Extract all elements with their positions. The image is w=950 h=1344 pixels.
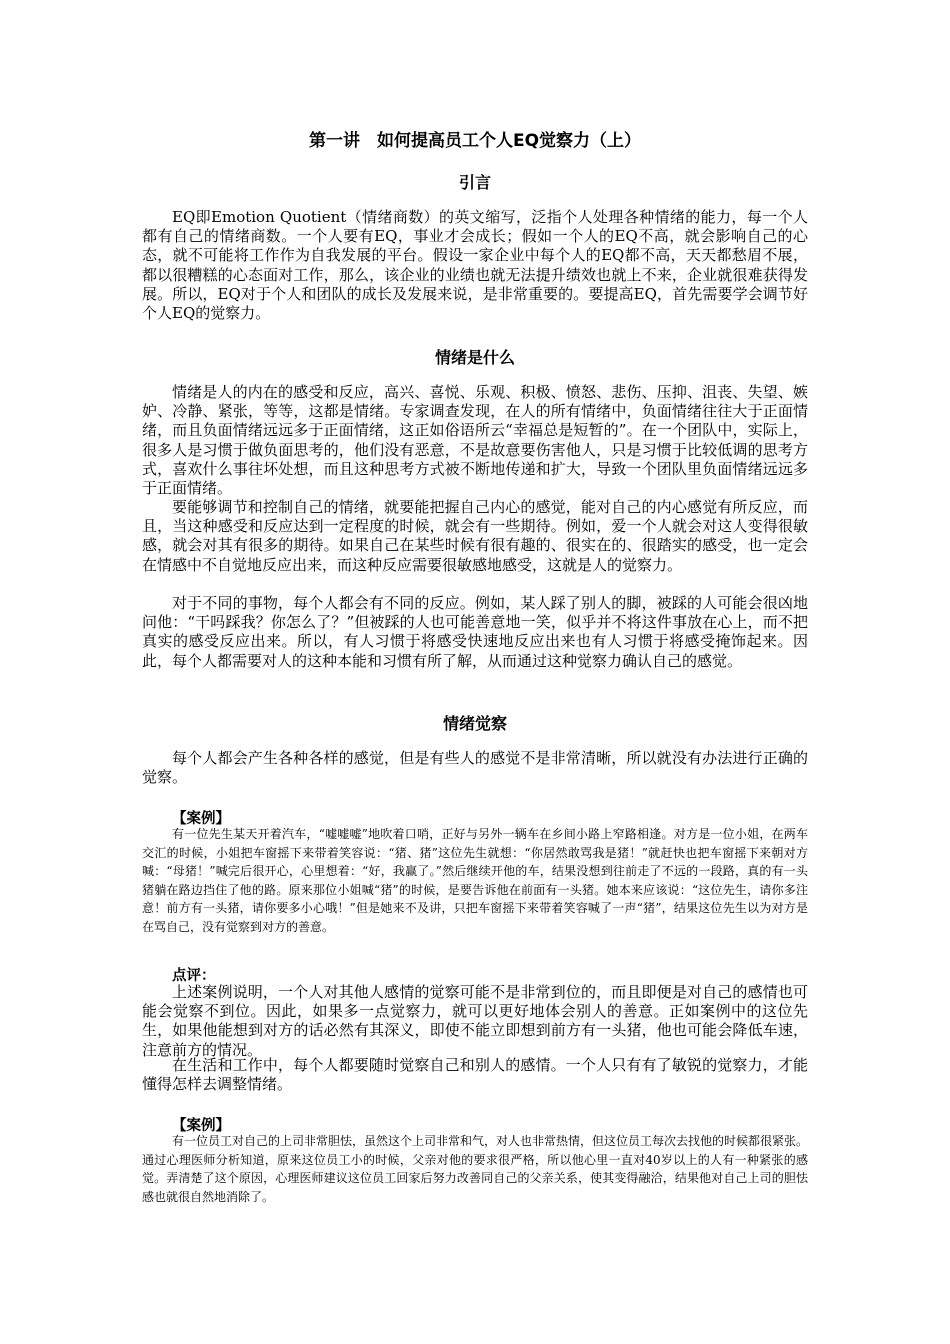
intro-paragraph: EQ即Emotion Quotient（情绪商数）的英文缩写，泛指个人处理各种情绪的能力，每一个人都有自己的情绪商数。一个人要有EQ，事业才会成长；假如一个人的EQ不高，就会影响自己的心态，就不可能将工作作为自我发展的平台。假设一家企业中每个人的EQ都不高，天天都愁眉不展，都以很糟糕的心态面对工作，那么，该企业的业绩也就无法提升绩效也就上不来，企业就很难获得发展。所以，EQ对于个人和团队的成长及发展来说，是非常重要的。要提高EQ，首先需要学会调节好个人EQ的觉察力。 [142,208,808,323]
comment-paragraph-1: 上述案例说明，一个人对其他人感情的觉察可能不是非常到位的，而且即便是对自己的感情也可能会觉察不到位。因此，如果多一点觉察力，就可以更好地体会别人的善意。正如案例中的这位先生，如果他能想到对方的话必然有其深义，即使不能立即想到前方有一头猪，他也可能会降低车速，注意前方的情况。 [142,983,808,1059]
case-label-2: 【案例】 [172,1118,230,1134]
case-label-1: 【案例】 [172,811,230,827]
page-title: 第一讲 如何提高员工个人EQ觉察力（上） [308,131,642,151]
what-paragraph-1: 情绪是人的内在的感受和反应，高兴、喜悦、乐观、积极、愤怒、悲伤、压抑、沮丧、失望、嫉妒、冷静、紧张，等等，这都是情绪。专家调查发现，在人的所有情绪中，负面情绪往往大于正面情绪，而且负面情绪远远多于正面情绪，这正如俗语所云“幸福总是短暂的”。在一个团队中，实际上，很多人是习惯于做负面思考的，他们没有恶意，不是故意要伤害他人，只是习惯于比较低调的思考方式，喜欢什么事往坏处想，而且这种思考方式被不断地传递和扩大，导致一个团队里负面情绪远远多于正面情绪。 [142,383,808,498]
what-paragraph-3: 对于不同的事物，每个人都会有不同的反应。例如，某人踩了别人的脚，被踩的人可能会很凶地问他：“干吗踩我？你怎么了？”但被踩的人也可能善意地一笑，似乎并不将这件事放在心上，而不把真实的感受反应出来。所以，有人习惯于将感受快速地反应出来也有人习惯于将感受掩饰起来。因此，每个人都需要对人的这种本能和习惯有所了解，从而通过这种觉察力确认自己的感觉。 [142,594,808,670]
case-text-1: 有一位先生某天开着汽车，“嘘嘘嘘”地吹着口哨，正好与另外一辆车在乡间小路上窄路相逢。对方是一位小姐，在两车交汇的时候，小姐把车窗摇下来带着笑容说：“猪、猪”这位先生就想：“你居然敢骂我是猪！”就赶快也把车窗摇下来朝对方喊：“母猪！”喊完后很开心，心里想着：“好，我赢了。”然后继续开他的车，结果没想到往前走了不远的一段路，真的有一头猪躺在路边挡住了他的路。原来那位小姐喊“猪”的时候，是要告诉他在前面有一头猪。她本来应该说：“这位先生，请你多注意！前方有一头猪，请你要多小心哦！”但是她来不及讲，只把车窗摇下来带着笑容喊了一声“猪”，结果这位先生以为对方是在骂自己，没有觉察到对方的善意。 [142,827,808,934]
awareness-paragraph: 每个人都会产生各种各样的感觉，但是有些人的感觉不是非常清晰，所以就没有办法进行正确的觉察。 [142,749,808,787]
section-heading-what: 情绪是什么 [434,348,515,367]
comment-label: 点评： [172,968,216,984]
case-text-2: 有一位员工对自己的上司非常胆怯，虽然这个上司非常和气，对人也非常热情，但这位员工每次去找他的时候都很紧张。通过心理医师分析知道，原来这位员工小的时候，父亲对他的要求很严格，所以他心里一直对40岁以上的人有一种紧张的感觉。弄清楚了这个原因，心理医师建议这位员工回家后努力改善同自己的父亲关系，使其变得融洽，结果他对自己上司的胆怯感也就很自然地消除了。 [142,1134,809,1204]
comment-paragraph-2: 在生活和工作中，每个人都要随时觉察自己和别人的感情。一个人只有有了敏锐的觉察力，才能懂得怎样去调整情绪。 [142,1056,808,1094]
what-paragraph-2: 要能够调节和控制自己的情绪，就要能把握自己内心的感觉，能对自己的内心感觉有所反应，而且，当这种感受和反应达到一定程度的时候，就会有一些期待。例如，爱一个人就会对这人变得很敏感，就会对其有很多的期待。如果自己在某些时候有很有趣的、很实在的、很踏实的感受，也一定会在情感中不自觉地反应出来，而这种反应需要很敏感地感受，这就是人的觉察力。 [142,498,808,574]
section-heading-intro: 引言 [458,173,491,192]
section-heading-awareness: 情绪觉察 [442,714,507,733]
